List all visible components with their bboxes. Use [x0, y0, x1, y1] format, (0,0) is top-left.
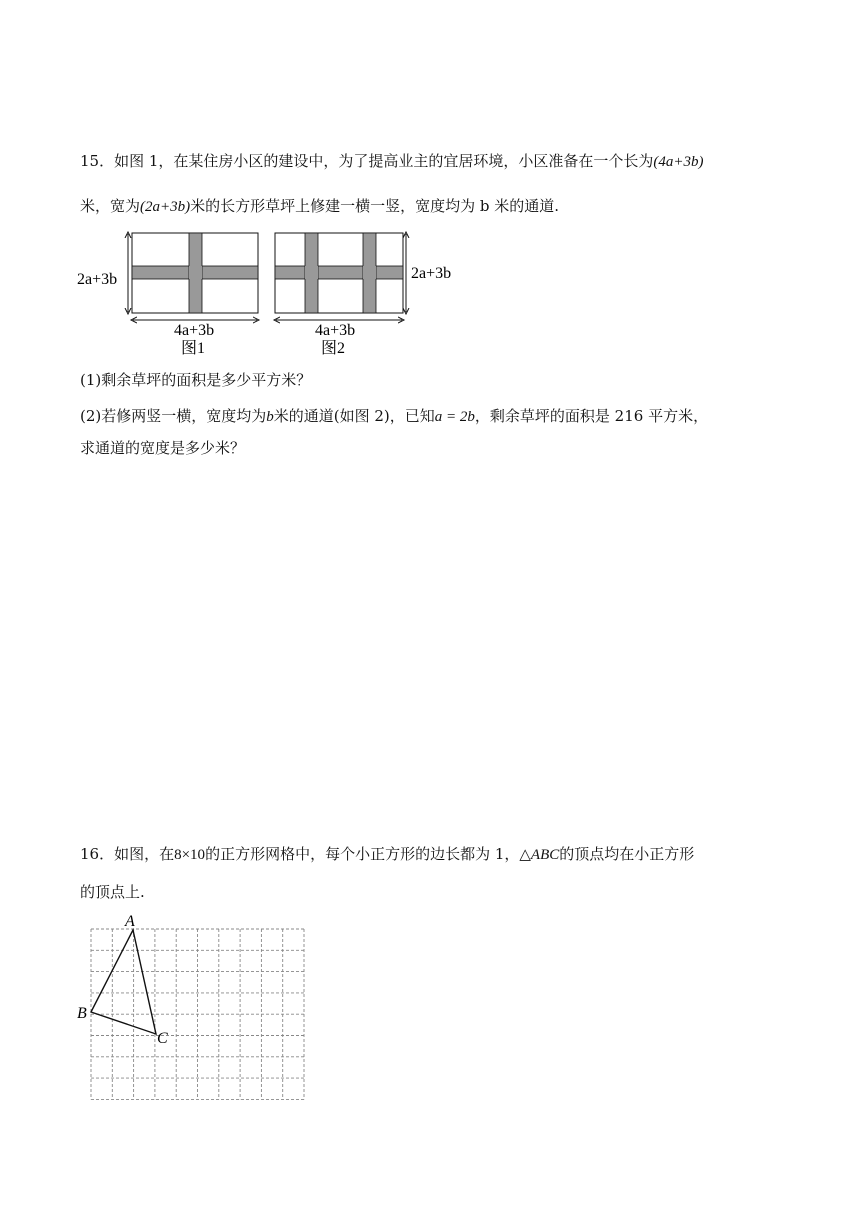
q15-stem-text-2b: 米的长方形草坪上修建一横一竖，宽度均为 b 米的通道.: [190, 197, 560, 215]
fig1-width-label: 4a+3b: [174, 322, 215, 339]
q15-part2-line2: 求通道的宽度是多少米？: [80, 439, 246, 457]
q16-text-c: 的顶点均在小正方形: [559, 845, 695, 863]
q16-text-a: 16．如图，在: [80, 845, 175, 863]
width-expression: (2a+3b): [140, 199, 191, 215]
fig2-height-label: 2a+3b: [411, 265, 452, 282]
q15-line1: [80, 151, 704, 172]
fig1-height-label: 2a+3b: [77, 271, 118, 288]
figure-1: [77, 233, 258, 357]
q15-part2-text-a: (2)若修两竖一横，宽度均为: [80, 407, 267, 425]
vertex-label-a: A: [125, 913, 135, 930]
q15-line2: [80, 196, 559, 217]
figure-2: [275, 233, 451, 357]
length-expression: (4a+3b): [653, 154, 704, 170]
q15-part2-text-b: 米的通道(如图 2)，已知: [273, 407, 435, 425]
q15-figures: [70, 228, 530, 363]
grid-size-expression: 8×10: [174, 847, 206, 863]
triangle-expression: △ABC: [519, 847, 560, 863]
triangle-abc: [91, 930, 156, 1034]
q16-grid-figure: [72, 912, 312, 1102]
q15-part2-line1: [80, 406, 708, 427]
given-equation: a = 2b: [434, 409, 475, 425]
q15-stem-text-2a: 米，宽为: [80, 197, 141, 215]
dashed-grid: [91, 929, 304, 1099]
q16-text-b: 的正方形网格中，每个小正方形的边长都为 1，: [205, 845, 520, 863]
var-b: b: [266, 409, 274, 425]
q15-part2-text-c: ，剩余草坪的面积是 216 平方米，: [474, 407, 709, 425]
q15-part1: (1)剩余草坪的面积是多少平方米？: [80, 371, 312, 389]
q16-line2: 的顶点上.: [80, 883, 145, 901]
vertex-label-c: C: [157, 1030, 168, 1047]
q16-line1: [80, 844, 694, 865]
fig1-caption: 图1: [181, 340, 206, 357]
fig2-width-label: 4a+3b: [315, 322, 356, 339]
fig2-caption: 图2: [321, 340, 346, 357]
vertex-label-b: B: [77, 1005, 87, 1022]
q15-stem-text: 15．如图 1，在某住房小区的建设中，为了提高业主的宜居环境，小区准备在一个长为: [80, 152, 654, 170]
